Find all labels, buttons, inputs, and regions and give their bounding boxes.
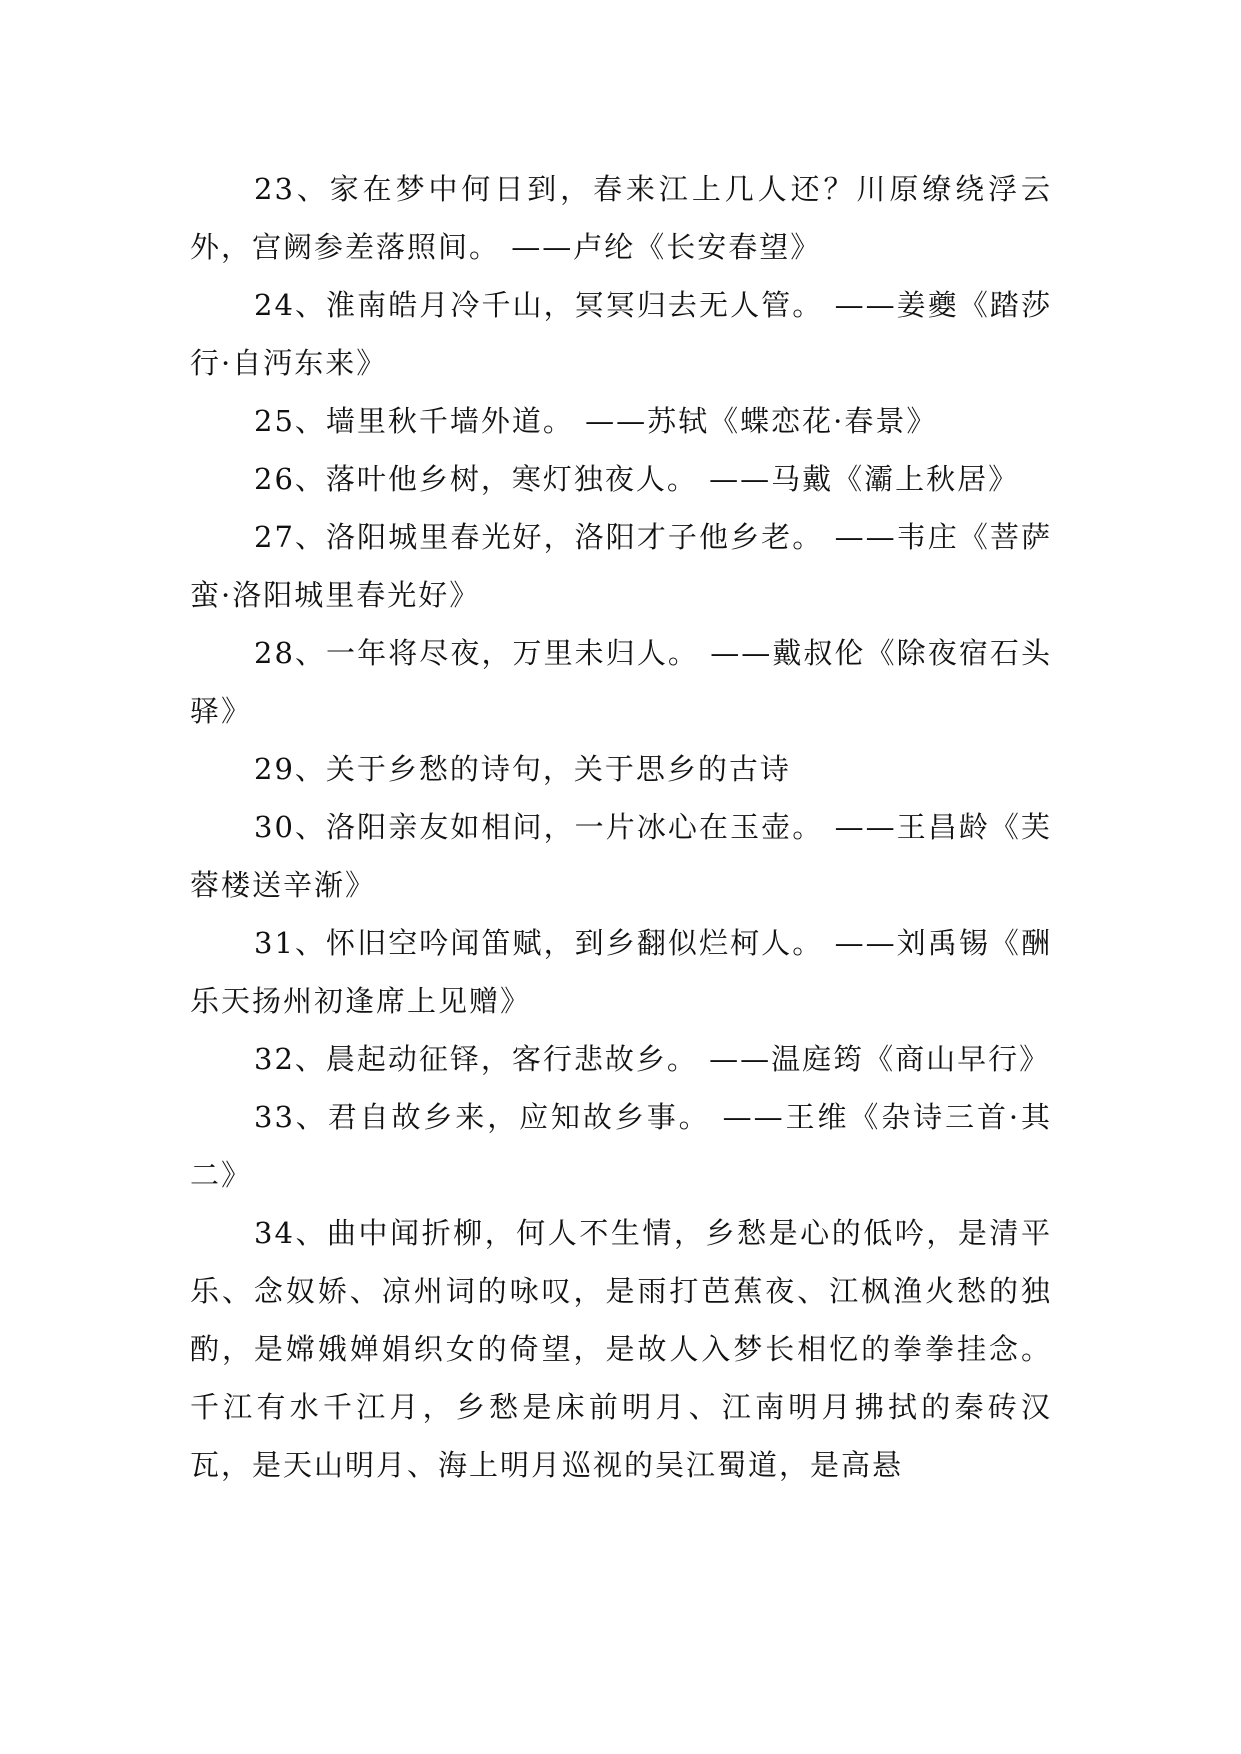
poem-entry-34: 34、曲中闻折柳，何人不生情，乡愁是心的低吟，是清平乐、念奴娇、凉州词的咏叹，是雨打芭蕉夜、江枫渔火愁的独酌，是嫦娥婵娟织女的倚望，是故人入梦长相忆的拳拳挂念。千江有水千江月，乡愁是床前明月、江南明月拂拭的秦砖汉瓦，是天山明月、海上明月巡视的吴江蜀道，是高悬 (190, 1216, 1052, 1482)
document-body (190, 160, 1052, 1494)
poem-entry-24: 24、淮南皓月冷千山，冥冥归去无人管。 ——姜夔《踏莎行·自沔东来》 (190, 288, 1052, 380)
poem-entry-32: 32、晨起动征铎，客行悲故乡。 ——温庭筠《商山早行》 (254, 1042, 1051, 1076)
poem-entry-25: 25、墙里秋千墙外道。 ——苏轼《蝶恋花·春景》 (254, 404, 938, 438)
poem-entry-26: 26、落叶他乡树，寒灯独夜人。 ——马戴《灞上秋居》 (254, 462, 1020, 496)
poem-entry-30: 30、洛阳亲友如相问，一片冰心在玉壶。 ——王昌龄《芙蓉楼送辛渐》 (190, 810, 1052, 902)
poem-entry-27: 27、洛阳城里春光好，洛阳才子他乡老。 ——韦庄《菩萨蛮·洛阳城里春光好》 (190, 520, 1052, 612)
poem-entry-23: 23、家在梦中何日到，春来江上几人还？川原缭绕浮云外，宫阙参差落照间。 ——卢纶《长安春望》 (190, 172, 1052, 264)
poem-entry-31: 31、怀旧空吟闻笛赋，到乡翻似烂柯人。 ——刘禹锡《酬乐天扬州初逢席上见赠》 (190, 926, 1052, 1018)
poem-entry-29: 29、关于乡愁的诗句，关于思乡的古诗 (254, 752, 791, 786)
poem-entry-33: 33、君自故乡来，应知故乡事。 ——王维《杂诗三首·其二》 (190, 1100, 1052, 1192)
poem-entry-28: 28、一年将尽夜，万里未归人。 ——戴叔伦《除夜宿石头驿》 (190, 636, 1052, 728)
